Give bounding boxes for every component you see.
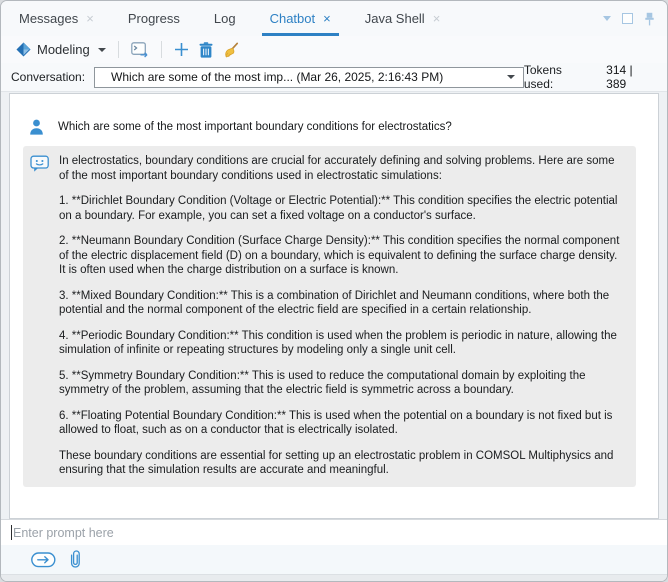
tokens-used-label: Tokens used: bbox=[523, 63, 562, 91]
tab-bar bbox=[1, 1, 667, 36]
attach-file-button[interactable] bbox=[69, 549, 82, 570]
user-icon bbox=[29, 119, 44, 135]
conversation-label: Conversation: bbox=[11, 70, 86, 84]
conversation-select[interactable] bbox=[94, 67, 524, 88]
modeling-menu-button[interactable] bbox=[11, 40, 111, 59]
send-to-shell-button[interactable] bbox=[126, 40, 154, 60]
bot-paragraph: These boundary conditions are essential for setting up an electrostatic problem in COMSOL Multiphysics and ensuring that the simulation results are accurate and meaningful. bbox=[59, 449, 614, 476]
bot-message-text bbox=[59, 154, 622, 478]
chevron-down-icon[interactable] bbox=[603, 16, 611, 21]
chatbot-toolbar bbox=[1, 36, 667, 63]
chatbot-icon bbox=[30, 155, 50, 173]
float-window-icon[interactable] bbox=[622, 13, 633, 24]
bot-paragraph: In electrostatics, boundary conditions are crucial for accurately defining and solving problems. Here are some of the most important boundary conditions used in electrostatic simulations: bbox=[59, 155, 615, 182]
toolbar-separator bbox=[118, 41, 119, 58]
bot-paragraph: 4. **Periodic Boundary Condition:** This condition is used when the problem is periodic in nature, allowing the simulation of infinite or repeating structures by modeling only a single unit cell. bbox=[59, 329, 617, 356]
bot-message bbox=[23, 146, 636, 487]
toolbar-separator bbox=[161, 41, 162, 58]
modeling-label: Modeling bbox=[37, 42, 90, 57]
tab-label: Log bbox=[213, 11, 236, 26]
delete-conversation-button[interactable] bbox=[194, 40, 218, 60]
conversation-selected: Which are some of the most imp... (Mar 26, 2025, 2:16:43 PM) bbox=[111, 70, 444, 84]
tab-label: Messages bbox=[19, 11, 79, 26]
tab-label: Java Shell bbox=[364, 11, 425, 26]
terminal-icon bbox=[131, 42, 149, 58]
tab-chatbot[interactable] bbox=[260, 1, 341, 36]
conversation-row bbox=[1, 63, 667, 92]
chat-history[interactable] bbox=[9, 93, 659, 519]
text-cursor bbox=[11, 525, 12, 540]
tab-messages[interactable] bbox=[9, 1, 104, 36]
paperclip-icon bbox=[69, 549, 82, 570]
prompt-actions-bar bbox=[1, 545, 667, 575]
user-message bbox=[10, 120, 658, 135]
close-icon[interactable]: × bbox=[323, 11, 331, 26]
user-message-text: Which are some of the most important boundary conditions for electrostatics? bbox=[58, 121, 452, 133]
pin-icon[interactable] bbox=[644, 12, 655, 26]
close-icon[interactable]: × bbox=[86, 11, 94, 26]
tab-label: Progress bbox=[127, 11, 180, 26]
chevron-down-icon bbox=[507, 75, 515, 79]
close-icon[interactable]: × bbox=[432, 11, 441, 26]
send-icon bbox=[31, 552, 56, 568]
modeling-icon bbox=[16, 42, 31, 57]
tab-label: Chatbot bbox=[269, 11, 316, 26]
tab-java-shell[interactable] bbox=[355, 1, 451, 36]
bot-paragraph: 1. **Dirichlet Boundary Condition (Voltage or Electric Potential):** This condition specifies the electric potential on a boundary. For example, you can set a fixed voltage on a conductor's surface. bbox=[59, 195, 618, 222]
bot-paragraph: 2. **Neumann Boundary Condition (Surface Charge Density):** This condition specifies the normal component of the electric displacement field (D) on a boundary, which is equivalent to defining the surface charge density. It is often used when the charge distribution on a surface is known. bbox=[59, 235, 620, 276]
tab-log[interactable] bbox=[204, 1, 246, 36]
broom-icon bbox=[223, 42, 239, 58]
prompt-input[interactable] bbox=[13, 526, 657, 540]
bot-paragraph: 3. **Mixed Boundary Condition:** This is a combination of Dirichlet and Neumann conditions, where both the potential and the normal component of the electric field are specified in a certain relationship. bbox=[59, 289, 610, 316]
window-bottom-edge bbox=[1, 575, 667, 581]
tokens-used-value: 314 | 389 bbox=[606, 63, 633, 91]
new-conversation-button[interactable] bbox=[169, 40, 194, 59]
clear-conversation-button[interactable] bbox=[218, 40, 244, 60]
send-prompt-button[interactable] bbox=[31, 552, 56, 568]
bot-paragraph: 5. **Symmetry Boundary Condition:** This is used to reduce the computational domain by exploiting the symmetry of the problem, assuming that the electric field is symmetric across a boundary. bbox=[59, 369, 586, 396]
plus-icon bbox=[174, 42, 189, 57]
prompt-row bbox=[1, 519, 667, 545]
trash-icon bbox=[199, 42, 213, 58]
bot-paragraph: 6. **Floating Potential Boundary Condition:** This is used when the potential on a boundary is not fixed but is allowed to float, such as on a conductor that is electrically isolated. bbox=[59, 409, 613, 436]
tab-progress[interactable] bbox=[118, 1, 190, 36]
window-controls bbox=[603, 1, 657, 36]
chevron-down-icon bbox=[98, 48, 106, 52]
